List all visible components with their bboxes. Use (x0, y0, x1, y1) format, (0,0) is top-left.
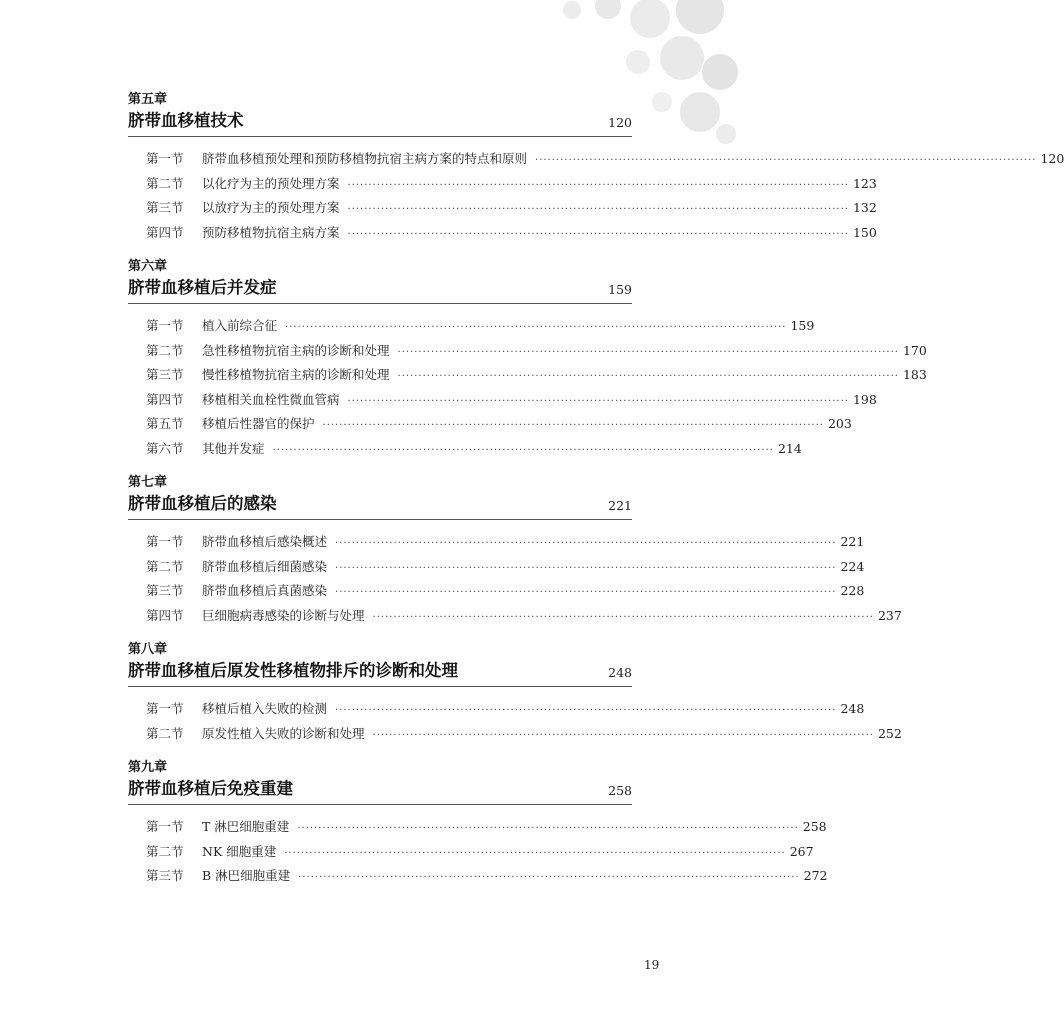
dot-leader: ························································································································ (347, 395, 849, 407)
chapter-page-number: 221 (608, 498, 632, 513)
chapter-title: 脐带血移植后原发性移植物排斥的诊断和处理 (128, 661, 458, 680)
section-page-number: 159 (790, 318, 815, 333)
section-number: 第二节 (146, 558, 184, 574)
section-page-number: 183 (902, 367, 927, 382)
toc-entry[interactable] (146, 388, 877, 413)
section-title: NK 细胞重建 (202, 843, 277, 859)
chapter-title: 脐带血移植后免疫重建 (128, 779, 293, 798)
chapter-title: 脐带血移植技术 (128, 111, 244, 130)
deco-circle (630, 0, 670, 38)
chapter-label: 第七章 (128, 475, 168, 490)
section-number: 第二节 (146, 843, 184, 859)
section-page-number: 248 (840, 701, 865, 716)
section-number: 第一节 (146, 701, 184, 716)
dot-leader: ························································································································ (335, 587, 837, 598)
dot-leader: ························································································································ (285, 322, 787, 333)
section-number: 第二节 (146, 342, 184, 358)
section-number: 第四节 (146, 391, 184, 407)
deco-circle (660, 36, 704, 80)
section-title: 其他并发症 (202, 440, 265, 456)
section-page-number: 170 (902, 342, 927, 358)
section-title: B 淋巴细胞重建 (202, 868, 291, 883)
section-number: 第三节 (146, 200, 184, 215)
section-title: 移植后性器官的保护 (202, 416, 315, 431)
toc-entry[interactable] (146, 172, 877, 197)
section-title: 植入前综合征 (202, 318, 278, 333)
chapter-heading[interactable] (128, 660, 632, 687)
toc-entry[interactable] (146, 314, 815, 339)
section-title: 移植相关血栓性微血管病 (202, 391, 340, 407)
page-number: 19 (644, 958, 660, 972)
section-page-number: 267 (789, 843, 814, 859)
dot-leader: ························································································································ (335, 538, 837, 549)
section-page-number: 198 (852, 391, 877, 407)
deco-circle (652, 92, 672, 112)
toc-entry[interactable] (146, 530, 865, 555)
section-number: 第五节 (146, 416, 184, 431)
dot-leader: ························································································································ (347, 228, 849, 240)
section-page-number: 120 (1040, 151, 1064, 166)
dot-leader: ························································································································ (335, 705, 837, 716)
dot-leader: ························································································································ (372, 729, 874, 741)
toc-entry[interactable] (146, 840, 814, 865)
section-title: 预防移植物抗宿主病方案 (202, 224, 340, 240)
section-title: 脐带血移植后真菌感染 (202, 583, 328, 598)
toc-entry[interactable] (146, 604, 902, 629)
toc-entry[interactable] (146, 147, 1064, 172)
dot-leader: ························································································································ (322, 420, 824, 431)
deco-circle (626, 50, 650, 74)
section-page-number: 272 (803, 868, 828, 883)
toc-entry[interactable] (146, 437, 802, 462)
section-page-number: 150 (852, 224, 877, 240)
section-title: 脐带血移植预处理和预防移植物抗宿主病方案的特点和原则 (202, 151, 528, 166)
toc-entry[interactable] (146, 363, 927, 388)
toc-entry[interactable] (146, 815, 827, 840)
section-number: 第四节 (146, 607, 184, 623)
section-number: 第三节 (146, 583, 184, 598)
dot-leader: ························································································································ (535, 155, 1037, 166)
deco-circle (595, 0, 621, 19)
section-title: 脐带血移植后细菌感染 (202, 558, 328, 574)
deco-circle (676, 0, 724, 34)
section-page-number: 203 (827, 416, 852, 431)
toc-entry[interactable] (146, 722, 902, 747)
toc-entry[interactable] (146, 697, 865, 722)
section-title: 脐带血移植后感染概述 (202, 534, 328, 549)
section-page-number: 228 (840, 583, 865, 598)
dot-leader: ························································································································ (272, 444, 774, 456)
dot-leader: ························································································································ (372, 611, 874, 623)
chapter-heading[interactable] (128, 277, 632, 304)
chapter-page-number: 159 (608, 282, 632, 297)
chapter-heading[interactable] (128, 110, 632, 137)
deco-circle (563, 1, 581, 19)
chapter-label: 第八章 (128, 642, 168, 657)
chapter-page-number: 120 (608, 115, 632, 130)
section-title: 以放疗为主的预处理方案 (202, 200, 340, 215)
section-title: 以化疗为主的预处理方案 (202, 175, 340, 191)
dot-leader: ························································································································ (347, 204, 849, 215)
dot-leader: ························································································································ (397, 371, 899, 382)
section-page-number: 252 (877, 725, 902, 741)
section-title: T 淋巴细胞重建 (202, 819, 290, 834)
chapter (128, 475, 902, 628)
toc-entry[interactable] (146, 412, 852, 437)
section-title: 巨细胞病毒感染的诊断与处理 (202, 607, 365, 623)
table-of-contents (128, 92, 1064, 903)
chapter-page-number: 258 (608, 783, 632, 798)
section-number: 第二节 (146, 175, 184, 191)
dot-leader: ························································································································ (297, 823, 799, 834)
chapter (128, 259, 927, 461)
section-number: 第一节 (146, 819, 184, 834)
chapter (128, 760, 828, 889)
toc-entry[interactable] (146, 555, 865, 580)
section-page-number: 123 (852, 175, 877, 191)
section-title: 急性移植物抗宿主病的诊断和处理 (202, 342, 390, 358)
chapter-label: 第五章 (128, 92, 168, 107)
section-title: 原发性植入失败的诊断和处理 (202, 725, 365, 741)
section-number: 第一节 (146, 318, 184, 333)
chapter-title: 脐带血移植后并发症 (128, 278, 277, 297)
section-list (128, 147, 1064, 245)
toc-entry[interactable] (146, 579, 865, 604)
dot-leader: ························································································································ (347, 179, 849, 191)
toc-entry[interactable] (146, 221, 877, 246)
section-title: 慢性移植物抗宿主病的诊断和处理 (202, 367, 390, 382)
toc-entry[interactable] (146, 196, 877, 221)
chapter-label: 第九章 (128, 760, 168, 775)
section-page-number: 237 (877, 607, 902, 623)
section-list (128, 815, 828, 889)
dot-leader: ························································································································ (397, 346, 899, 358)
section-page-number: 258 (802, 819, 827, 834)
chapter (128, 92, 1064, 245)
toc-entry[interactable] (146, 339, 927, 364)
section-page-number: 224 (840, 558, 865, 574)
section-number: 第三节 (146, 868, 184, 883)
section-page-number: 221 (840, 534, 865, 549)
chapter-page-number: 248 (608, 665, 632, 680)
deco-circle (702, 54, 738, 90)
section-list (128, 530, 902, 628)
dot-leader: ························································································································ (335, 562, 837, 574)
section-list (128, 697, 902, 746)
section-page-number: 214 (777, 440, 802, 456)
section-number: 第六节 (146, 440, 184, 456)
chapter-heading[interactable] (128, 493, 632, 520)
section-page-number: 132 (852, 200, 877, 215)
deco-circle (680, 92, 720, 132)
chapter (128, 642, 902, 746)
section-number: 第三节 (146, 367, 184, 382)
section-title: 移植后植入失败的检测 (202, 701, 328, 716)
section-number: 第二节 (146, 725, 184, 741)
deco-circle (716, 124, 736, 144)
section-number: 第一节 (146, 151, 184, 166)
dot-leader: ························································································································ (284, 847, 786, 859)
dot-leader: ························································································································ (298, 872, 800, 883)
section-number: 第一节 (146, 534, 184, 549)
chapter-label: 第六章 (128, 259, 168, 274)
chapter-title: 脐带血移植后的感染 (128, 494, 277, 513)
section-list (128, 314, 927, 461)
toc-entry[interactable] (146, 864, 828, 889)
chapter-heading[interactable] (128, 778, 632, 805)
section-number: 第四节 (146, 224, 184, 240)
